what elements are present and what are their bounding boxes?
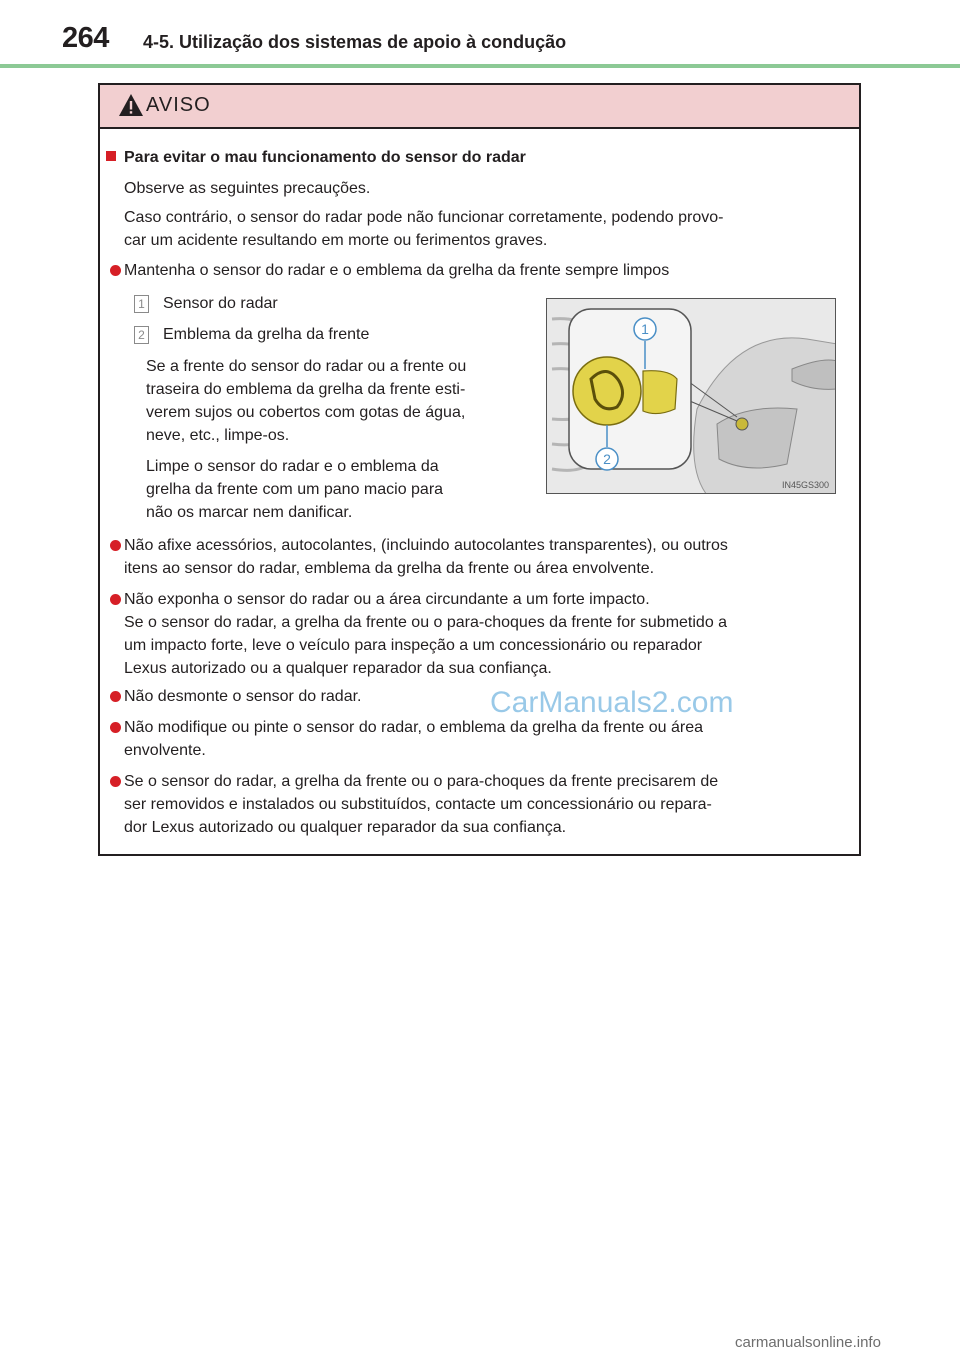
- warning-box: [98, 83, 861, 856]
- svg-text:2: 2: [603, 451, 611, 467]
- bullet-line: Se o sensor do radar, a grelha da frente ou o para-choques da frente precisarem de: [124, 773, 719, 790]
- intro-line: car um acidente resultando em morte ou ferimentos graves.: [124, 232, 548, 249]
- bullet-no-disassemble: [106, 685, 854, 708]
- cleaning-note-1: [146, 355, 518, 447]
- bullet-no-modify: [106, 716, 854, 762]
- intro-paragraph-1: Observe as seguintes precauções.: [124, 180, 371, 197]
- footer-watermark: carmanualsonline.info: [735, 1334, 881, 1351]
- bullet-line: envolvente.: [124, 742, 206, 759]
- bullet-no-impact: [106, 588, 854, 680]
- bullet-dot-icon: [110, 691, 121, 702]
- section-title: 4-5. Utilização dos sistemas de apoio à condução: [143, 32, 567, 52]
- legend-label: Emblema da grelha da frente: [163, 326, 370, 344]
- cleaning-note-2: [146, 455, 518, 524]
- callout-number: 1: [134, 295, 149, 313]
- bullet-dot-icon: [110, 594, 121, 605]
- bullet-dot-icon: [110, 265, 121, 276]
- square-bullet-icon: [106, 151, 116, 161]
- warning-header: [100, 85, 859, 129]
- legend-item-radar-sensor: [134, 295, 278, 313]
- note-line: Limpe o sensor do radar e o emblema da: [146, 458, 439, 475]
- page-number: 264: [62, 22, 109, 54]
- note-line: traseira do emblema da grelha da frente esti-: [146, 381, 466, 398]
- note-line: grelha da frente com um pano macio para: [146, 481, 444, 498]
- bullet-keep-clean: [106, 259, 854, 282]
- legend-item-grille-emblem: [134, 326, 369, 344]
- bullet-line: itens ao sensor do radar, emblema da grelha da frente ou área envolvente.: [124, 560, 655, 577]
- warning-heading-text: Para evitar o mau funcionamento do sensor do radar: [124, 149, 526, 166]
- bullet-line: um impacto forte, leve o veículo para inspeção a um concessionário ou reparador: [124, 637, 703, 654]
- intro-line: Caso contrário, o sensor do radar pode não funcionar corretamente, podendo provo-: [124, 209, 724, 226]
- note-line: neve, etc., limpe-os.: [146, 427, 290, 444]
- note-line: não os marcar nem danificar.: [146, 504, 353, 521]
- bullet-line: Não modifique ou pinte o sensor do radar, o emblema da grelha da frente ou área: [124, 719, 704, 736]
- note-line: verem sujos ou cobertos com gotas de água,: [146, 404, 466, 421]
- bullet-line: Se o sensor do radar, a grelha da frente ou o para-choques da frente for submetido a: [124, 614, 728, 631]
- warning-title: AVISO: [146, 94, 211, 116]
- bullet-dot-icon: [110, 776, 121, 787]
- illustration-code: IN45GS300: [781, 480, 829, 490]
- bullet-line: Não afixe acessórios, autocolantes, (incluindo autocolantes transparentes), ou outros: [124, 537, 728, 554]
- legend-label: Sensor do radar: [163, 295, 278, 313]
- intro-paragraph-2: [124, 206, 854, 252]
- bullet-text: Mantenha o sensor do radar e o emblema da grelha da frente sempre limpos: [124, 262, 670, 279]
- bullet-line: Não desmonte o sensor do radar.: [124, 688, 362, 705]
- car-front-drawing: [547, 299, 836, 494]
- bullet-no-accessories: [106, 534, 854, 580]
- header-rule: [0, 64, 960, 68]
- bullet-replacement: [106, 770, 854, 839]
- svg-text:1: 1: [641, 321, 649, 337]
- bullet-dot-icon: [110, 722, 121, 733]
- bullet-line: ser removidos e instalados ou substituídos, contacte um concessionário ou repara-: [124, 796, 712, 813]
- note-line: Se a frente do sensor do radar ou a frente ou: [146, 358, 467, 375]
- warning-triangle-icon: [118, 93, 144, 117]
- radar-sensor-illustration: [546, 298, 836, 494]
- bullet-dot-icon: [110, 540, 121, 551]
- warning-heading: [106, 149, 526, 167]
- callout-number: 2: [134, 326, 149, 344]
- bullet-line: Não exponha o sensor do radar ou a área circundante a um forte impacto.: [124, 591, 650, 608]
- bullet-line: dor Lexus autorizado ou qualquer reparador da sua confiança.: [124, 819, 567, 836]
- watermark: CarManuals2.com: [490, 686, 734, 719]
- bullet-line: Lexus autorizado ou a qualquer reparador da sua confiança.: [124, 660, 552, 677]
